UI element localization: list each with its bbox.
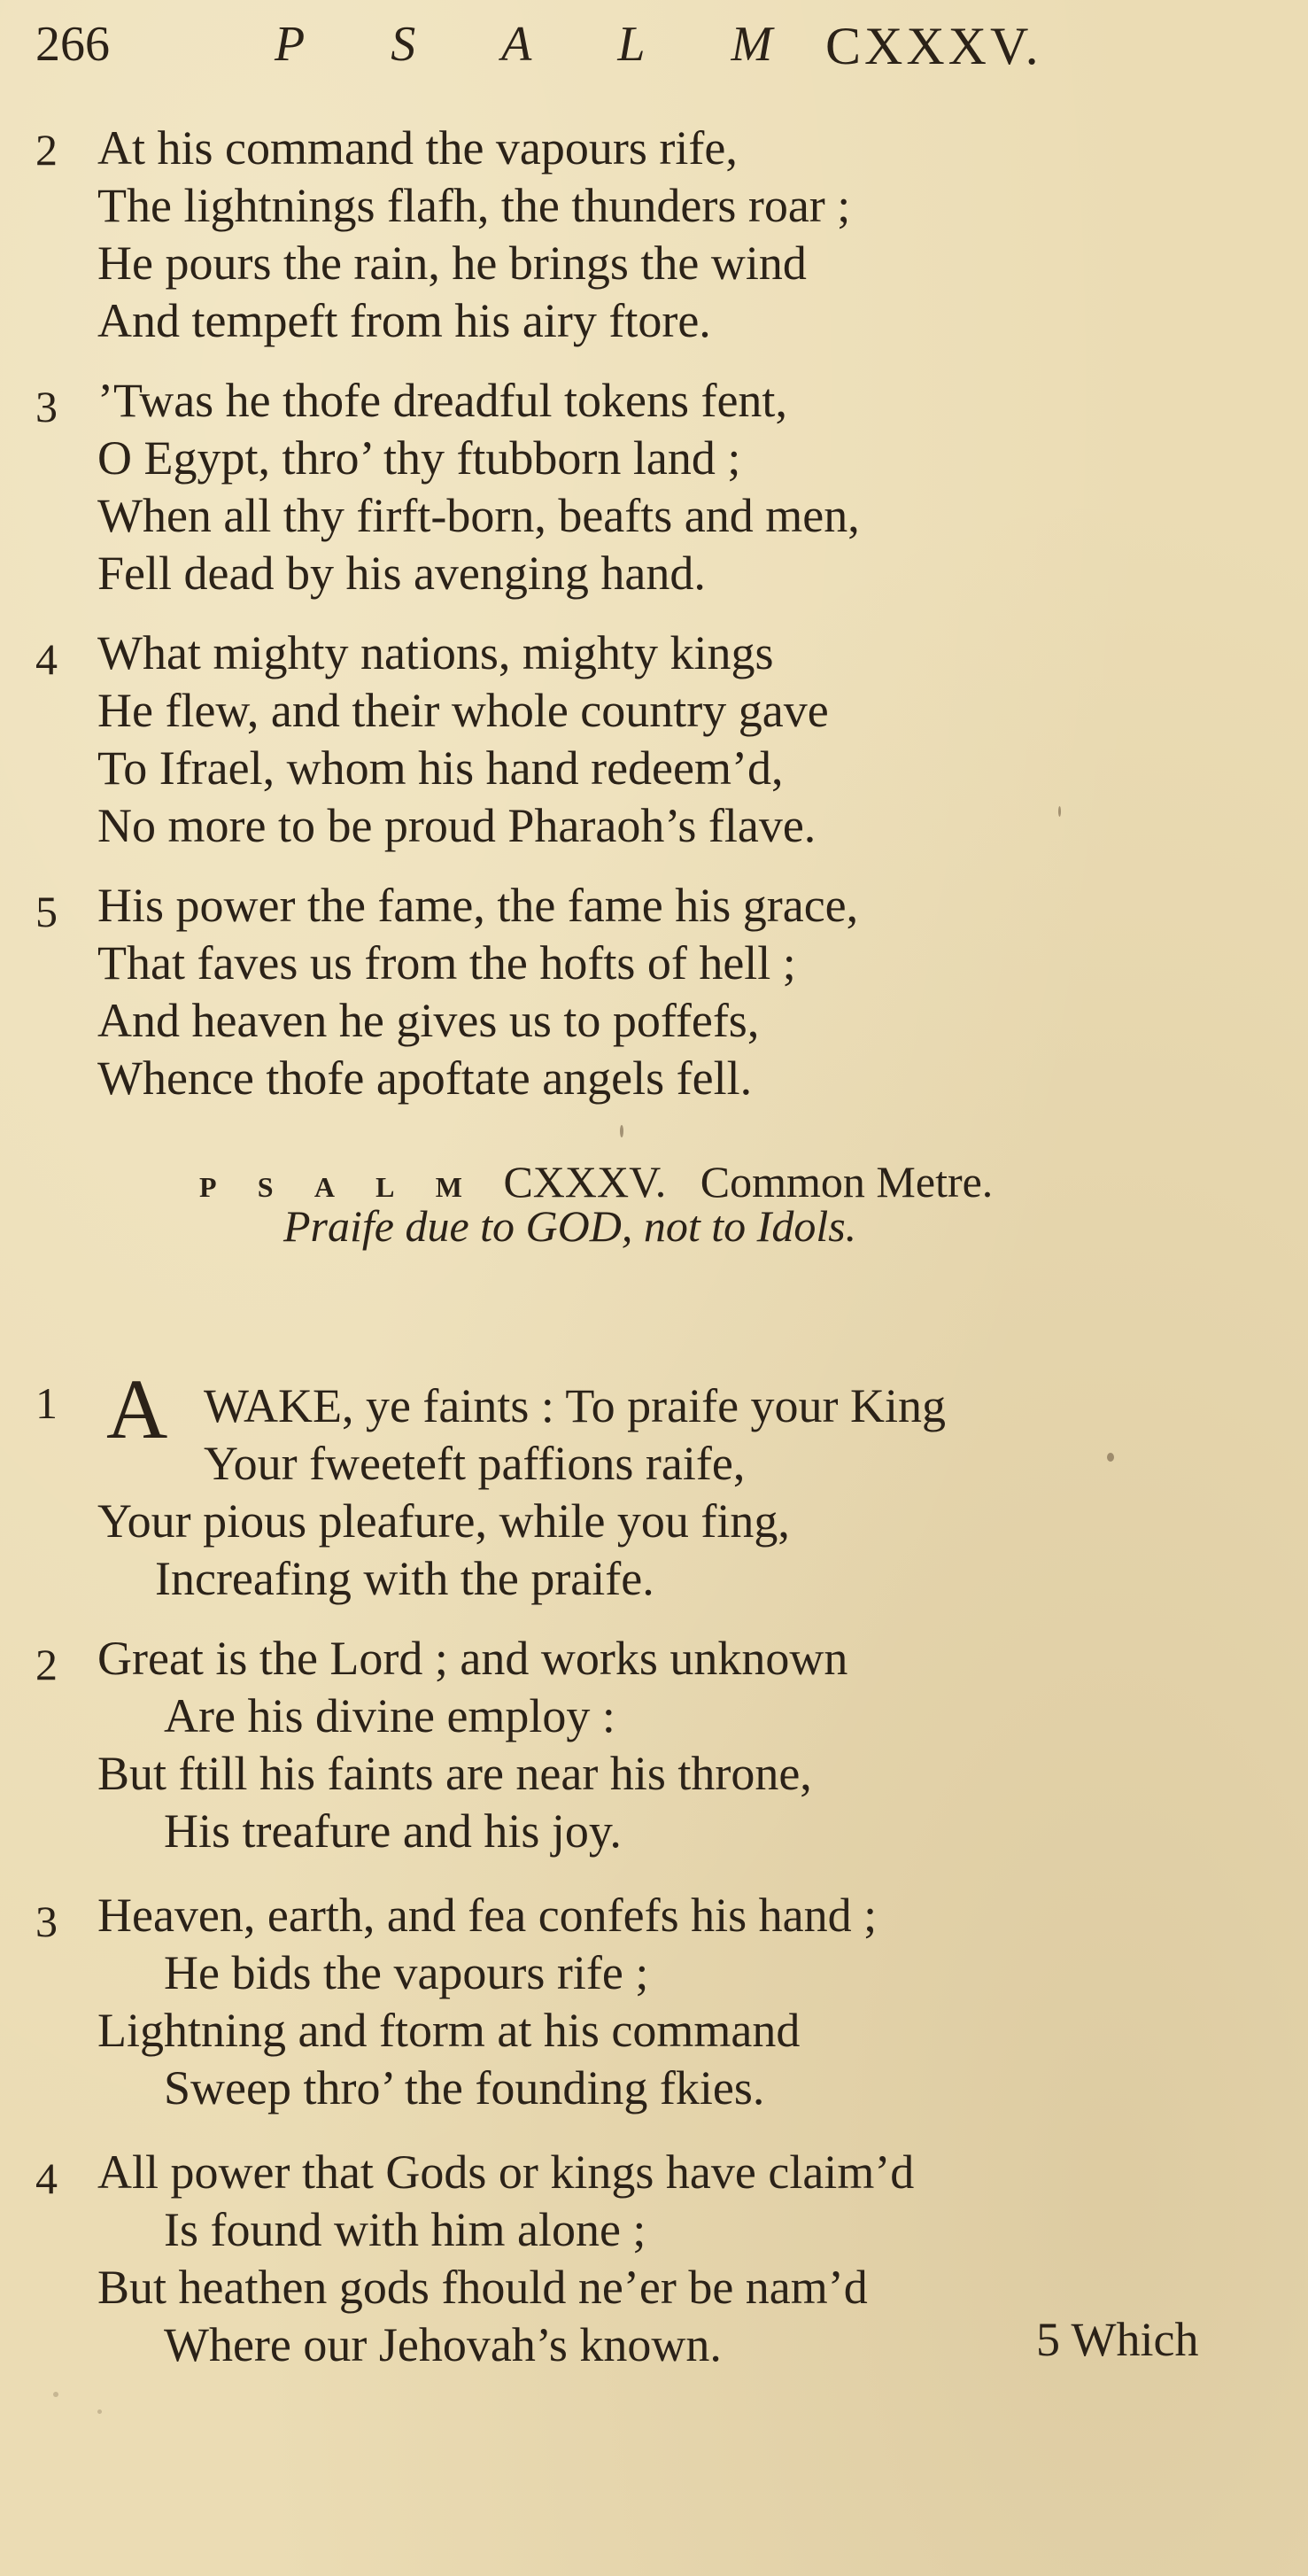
verse-line: His power the fame, the fame his grace, (97, 879, 859, 932)
verse-line: To Ifrael, whom his hand redeem’d, (97, 741, 784, 795)
verse-line: He bids the vapours rife ; (164, 1946, 649, 1999)
verse-line: No more to be proud Pharaoh’s flave. (97, 799, 817, 852)
verse-line: Increafing with the praife. (155, 1552, 654, 1605)
verse-line: At his command the vapours rife, (97, 121, 738, 175)
running-title-numeral: CXXXV. (825, 17, 1042, 75)
ink-speck (53, 2392, 58, 2397)
psalm-subtitle: Praife due to GOD, not to Idols. (283, 1201, 857, 1251)
ink-speck (1107, 1453, 1114, 1462)
page-number: 266 (35, 17, 110, 72)
verse-line: That faves us from the hofts of hell ; (97, 936, 796, 989)
verse-line: The lightnings flafh, the thunders roar ; (97, 179, 851, 232)
stanza-number: 3 (35, 382, 58, 431)
stanza-number: 4 (35, 2153, 58, 2203)
verse-line: He pours the rain, he brings the wind (97, 237, 807, 290)
verse-line: But ftill his faints are near his throne, (97, 1747, 812, 1800)
verse-line: But heathen gods fhould ne’er be nam’d (97, 2261, 868, 2314)
verse-line: And tempeft from his airy ftore. (97, 294, 711, 347)
page-header (35, 12, 1275, 83)
verse-line: When all thy firft-born, beafts and men, (97, 489, 860, 542)
ink-speck (1058, 806, 1061, 817)
verse-line: Sweep thro’ the founding fkies. (164, 2061, 765, 2114)
psalm-numeral: CXXXV. (503, 1157, 667, 1207)
verse-line: Is found with him alone ; (164, 2203, 646, 2256)
verse-line: Your fweeteft paffions raife, (204, 1437, 746, 1490)
verse-line: Lightning and ftorm at his command (97, 2004, 801, 2057)
verse-line: Great is the Lord ; and works unknown (97, 1632, 848, 1685)
stanza-number: 5 (35, 887, 58, 936)
ink-speck (97, 2409, 102, 2414)
verse-line: O Egypt, thro’ thy ftubborn land ; (97, 431, 741, 485)
verse-line: And heaven he gives us to poffefs, (97, 994, 760, 1047)
verse-line: Heaven, earth, and fea confefs his hand ; (97, 1889, 878, 1942)
stanza-number: 2 (35, 125, 58, 175)
verse-line: Where our Jehovah’s known. (164, 2318, 722, 2371)
verse-line: His treafure and his joy. (164, 1804, 622, 1858)
verse-line: Whence thofe apoftate angels fell. (97, 1051, 753, 1105)
verse-line: What mighty nations, mighty kings (97, 626, 774, 679)
drop-cap: A (106, 1362, 168, 1456)
stanza-number: 1 (35, 1378, 58, 1428)
stanza-number: 2 (35, 1640, 58, 1689)
verse-line: Your pious pleafure, while you fing, (97, 1494, 790, 1548)
verse-line: Are his divine employ : (164, 1689, 615, 1742)
verse-line: ’Twas he thofe dreadful tokens fent, (97, 374, 787, 427)
verse-line: Fell dead by his avenging hand. (97, 547, 706, 600)
running-title: P S A L M (275, 17, 810, 72)
psalm-word: P S A L M (199, 1171, 480, 1203)
stanza-number: 4 (35, 634, 58, 684)
psalm-metre: Common Metre. (700, 1157, 994, 1207)
ink-speck (620, 1125, 623, 1137)
stanza-number: 3 (35, 1897, 58, 1946)
catchword: 5 Which (1036, 2313, 1199, 2366)
verse-line: He flew, and their whole country gave (97, 684, 829, 737)
verse-line: All power that Gods or kings have claim’d (97, 2145, 915, 2199)
verse-line: WAKE, ye faints : To praife your King (204, 1379, 947, 1432)
